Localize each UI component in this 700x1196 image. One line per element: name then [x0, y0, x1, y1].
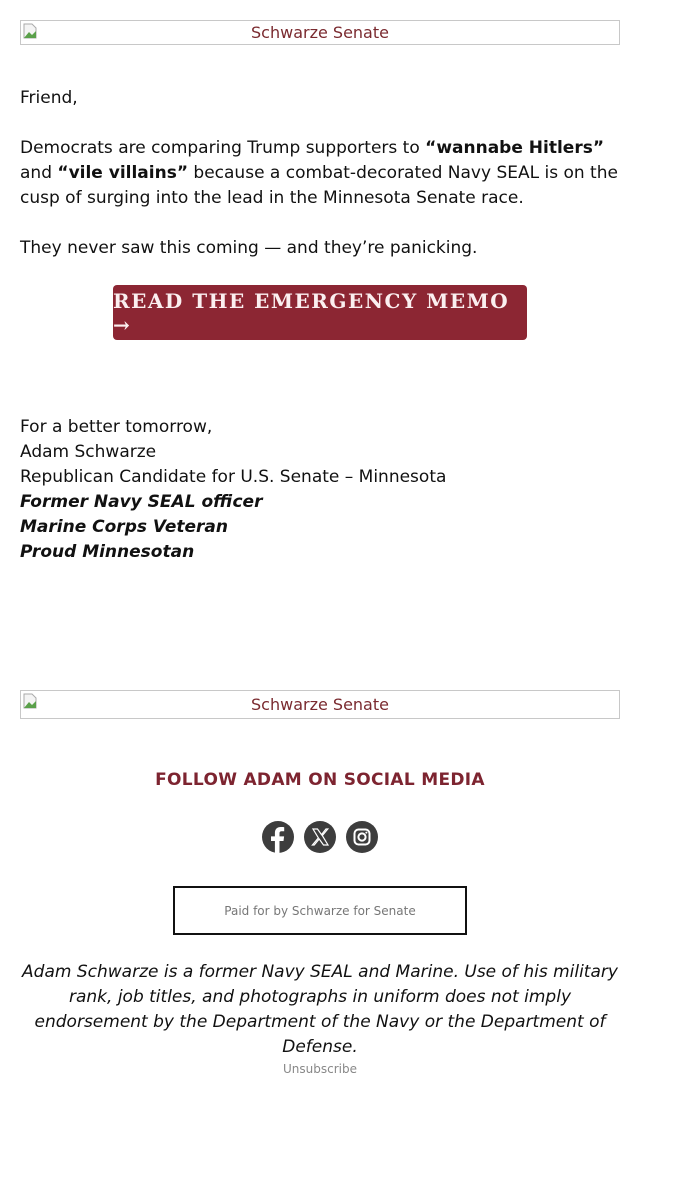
- signature-closing: For a better tomorrow,: [20, 417, 213, 437]
- paragraph-1: [20, 136, 630, 211]
- broken-image-icon: [23, 23, 37, 39]
- x-link[interactable]: [304, 821, 336, 853]
- para1-quote-1: “wannabe Hitlers”: [425, 138, 604, 158]
- para1-text: because a combat-decorated Navy SEAL is on the cusp of surging into the lead in the Minnesota Senate race.: [20, 163, 618, 208]
- facebook-icon: [262, 821, 294, 853]
- follow-heading: FOLLOW ADAM ON SOCIAL MEDIA: [155, 770, 485, 790]
- paid-for-disclaimer: Paid for by Schwarze for Senate: [173, 886, 467, 935]
- paragraph-2: They never saw this coming — and they’re panicking.: [20, 238, 478, 258]
- unsubscribe-link[interactable]: Unsubscribe: [283, 1062, 357, 1076]
- social-links: [262, 821, 378, 853]
- footer-banner-image[interactable]: [20, 690, 620, 719]
- credential: Marine Corps Veteran: [20, 517, 228, 537]
- credential: Proud Minnesotan: [20, 542, 195, 562]
- x-icon: [304, 821, 336, 853]
- instagram-link[interactable]: [346, 821, 378, 853]
- credential: Former Navy SEAL officer: [20, 492, 263, 512]
- signature-block: [20, 415, 446, 565]
- greeting: Friend,: [20, 88, 78, 108]
- para1-quote-2: “vile villains”: [57, 163, 189, 183]
- facebook-link[interactable]: [262, 821, 294, 853]
- footer-banner-alt: Schwarze Senate: [251, 695, 389, 714]
- broken-image-icon: [23, 693, 37, 709]
- instagram-icon: [346, 821, 378, 853]
- signature-name: Adam Schwarze: [20, 442, 157, 462]
- header-banner-image[interactable]: [20, 20, 620, 45]
- header-banner-alt: Schwarze Senate: [251, 23, 389, 42]
- para1-text: Democrats are comparing Trump supporters to: [20, 138, 426, 158]
- signature-title: Republican Candidate for U.S. Senate – Minnesota: [20, 467, 447, 487]
- military-disclaimer: Adam Schwarze is a former Navy SEAL and Marine. Use of his military rank, job titles, and photographs in uniform does not imply endorsement by the Department of the Navy or the Department of Defense.: [22, 962, 618, 1057]
- read-memo-button[interactable]: READ THE EMERGENCY MEMO →: [113, 285, 527, 340]
- para1-text: and: [20, 163, 58, 183]
